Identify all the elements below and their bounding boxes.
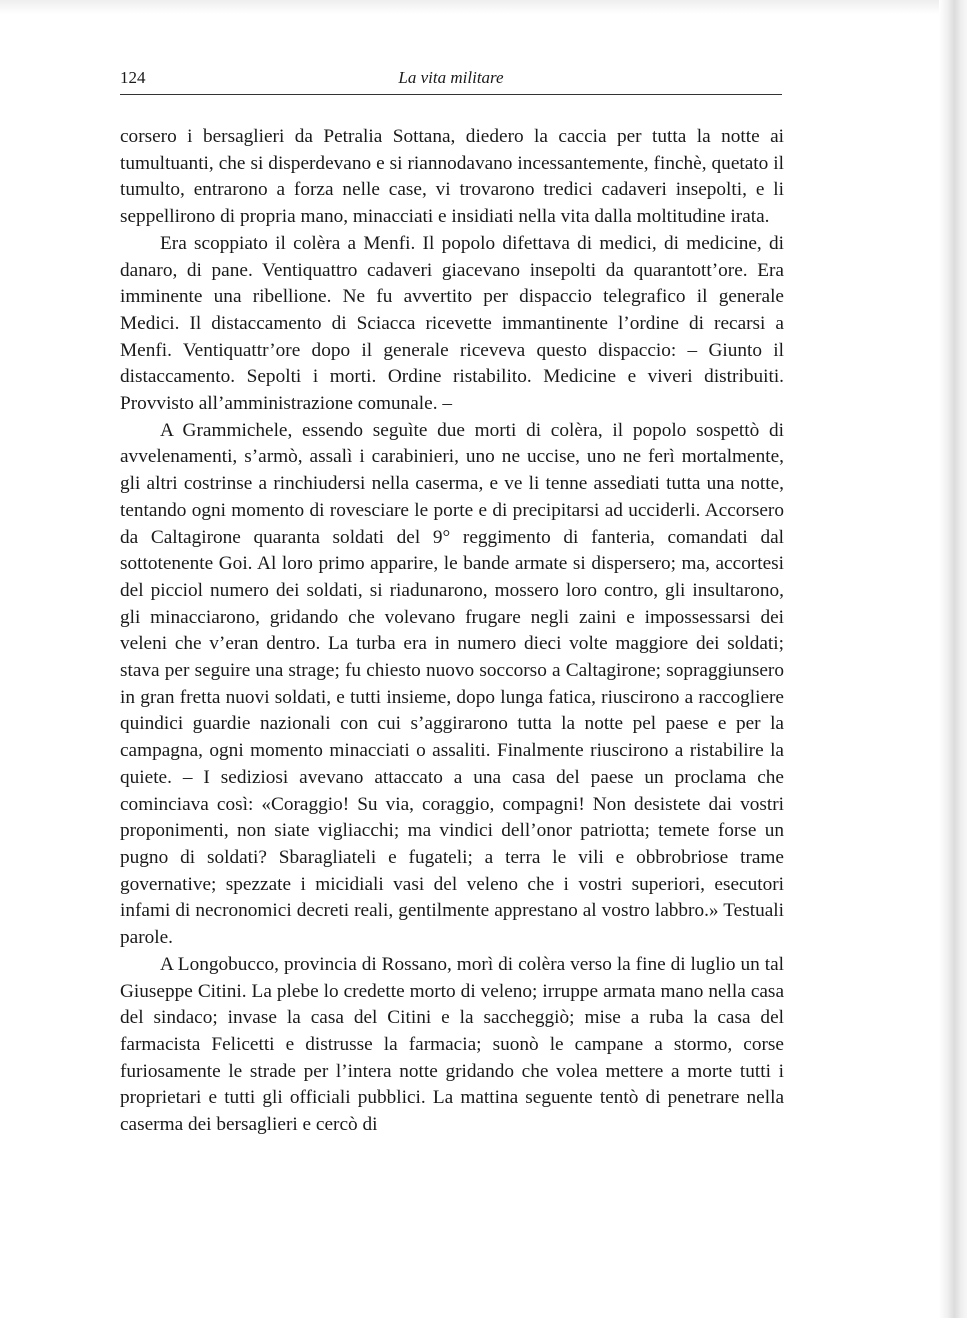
page-number: 124	[120, 68, 146, 87]
paragraph-menfi: Era scoppiato il colèra a Menfi. Il popolo difettava di medici, di medicine, di danaro, di pane. Ventiquattro cadaveri giacevano insepolti da quarantott’ore. Era imminente una ribellione. Ne fu avvertito per dispaccio telegrafico il generale Medici. Il distaccamento di Sciacca ricevette immantinente l’ordine di recarsi a Menfi. Ventiquattr’ore dopo il generale riceveva questo dispaccio: – Giunto il distaccamento. Sepolti i morti. Ordine ristabilito. Medicine e viveri distribuiti. Provvisto all’amministrazione comunale. –	[120, 232, 784, 415]
scan-edge-shadow	[939, 0, 967, 1318]
paragraph-continuation: corsero i bersaglieri da Petralia Sottana, diedero la caccia per tutta la notte ai tumultuanti, che si disperdevano e si riannodavano incessantemente, finchè, quetato il tumulto, entrarono a forza nelle case, vi trovarono tredici cadaveri insepolti, e li seppellirono di propria mano, minacciati e insidiati nella vita dalla moltitudine irata.	[120, 126, 784, 228]
paragraph-grammichele: A Grammichele, essendo seguìte due morti di colèra, il popolo sospettò di avvelenamenti, s’armò, assalì i carabinieri, uno ne uccise, uno ne ferì mortalmente, gli altri costrinse a rinchiudersi nella caserma, e ve li tenne assediati tutta una notte, tentando ogni momento di rovesciare le porte e di precipitarsi ad ucciderli. Accorsero da Caltagirone quaranta soldati del 9° reggimento di fanteria, comandati dal sottotenente Goi. Al loro primo apparire, le bande armate si dispersero; ma, accortesi del picciol numero dei soldati, si riadunarono, mossero loro contro, gli insultarono, gli minacciarono, gridando che volevano frugare negli zaini e impossessarsi dei veleni che v’eran dentro. La turba era in numero dieci volte maggiore dei soldati; stava per seguire una strage; fu chiesto nuovo soccorso a Caltagirone; sopraggiunsero in gran fretta nuovi soldati, e tutti insieme, dopo lunga fatica, riuscirono a raccogliere quindici guardie nazionali con cui s’aggirarono tutta la notte pel paese e per la campagna, ogni momento minacciati o assaliti. Finalmente riuscirono a ristabilire la quiete. – I sediziosi avevano attaccato a una casa del paese un proclama che cominciava così: «Coraggio! Su via, coraggio, compagni! Non desistete dai vostri proponimenti, non siate vigliacchi; ma vindici dell’onor patriotta; temete forse un pugno di soldati? Sbaragliateli e fugateli; a terra le vili e obbrobriose trame governative; spezzate i micidiali vasi del veleno che i vostri superiori, esecutori infami di necronomici decreti reali, gentilmente apprestano al vostro labbro.» Testuali parole.	[120, 419, 784, 949]
scan-top-shadow	[0, 0, 967, 14]
running-title: La vita militare	[398, 68, 504, 87]
running-head	[120, 64, 782, 95]
body-text	[120, 124, 784, 1139]
paragraph-longobucco: A Longobucco, provincia di Rossano, morì di colèra verso la fine di luglio un tal Giuseppe Citini. La plebe lo credette morto di veleno; irruppe armata mano nella casa del sindaco; invase la casa del Citini e la saccheggiò; mise a ruba la casa del farmacista Felicetti e distrusse la farmacia; suonò le campane a stormo, corse furiosamente le strade per l’intera notte gridando che volea mettere a morte tutti i proprietari e tutti gli officiali pubblici. La mattina seguente tentò di penetrare nella caserma dei bersaglieri e cercò di	[120, 953, 784, 1136]
